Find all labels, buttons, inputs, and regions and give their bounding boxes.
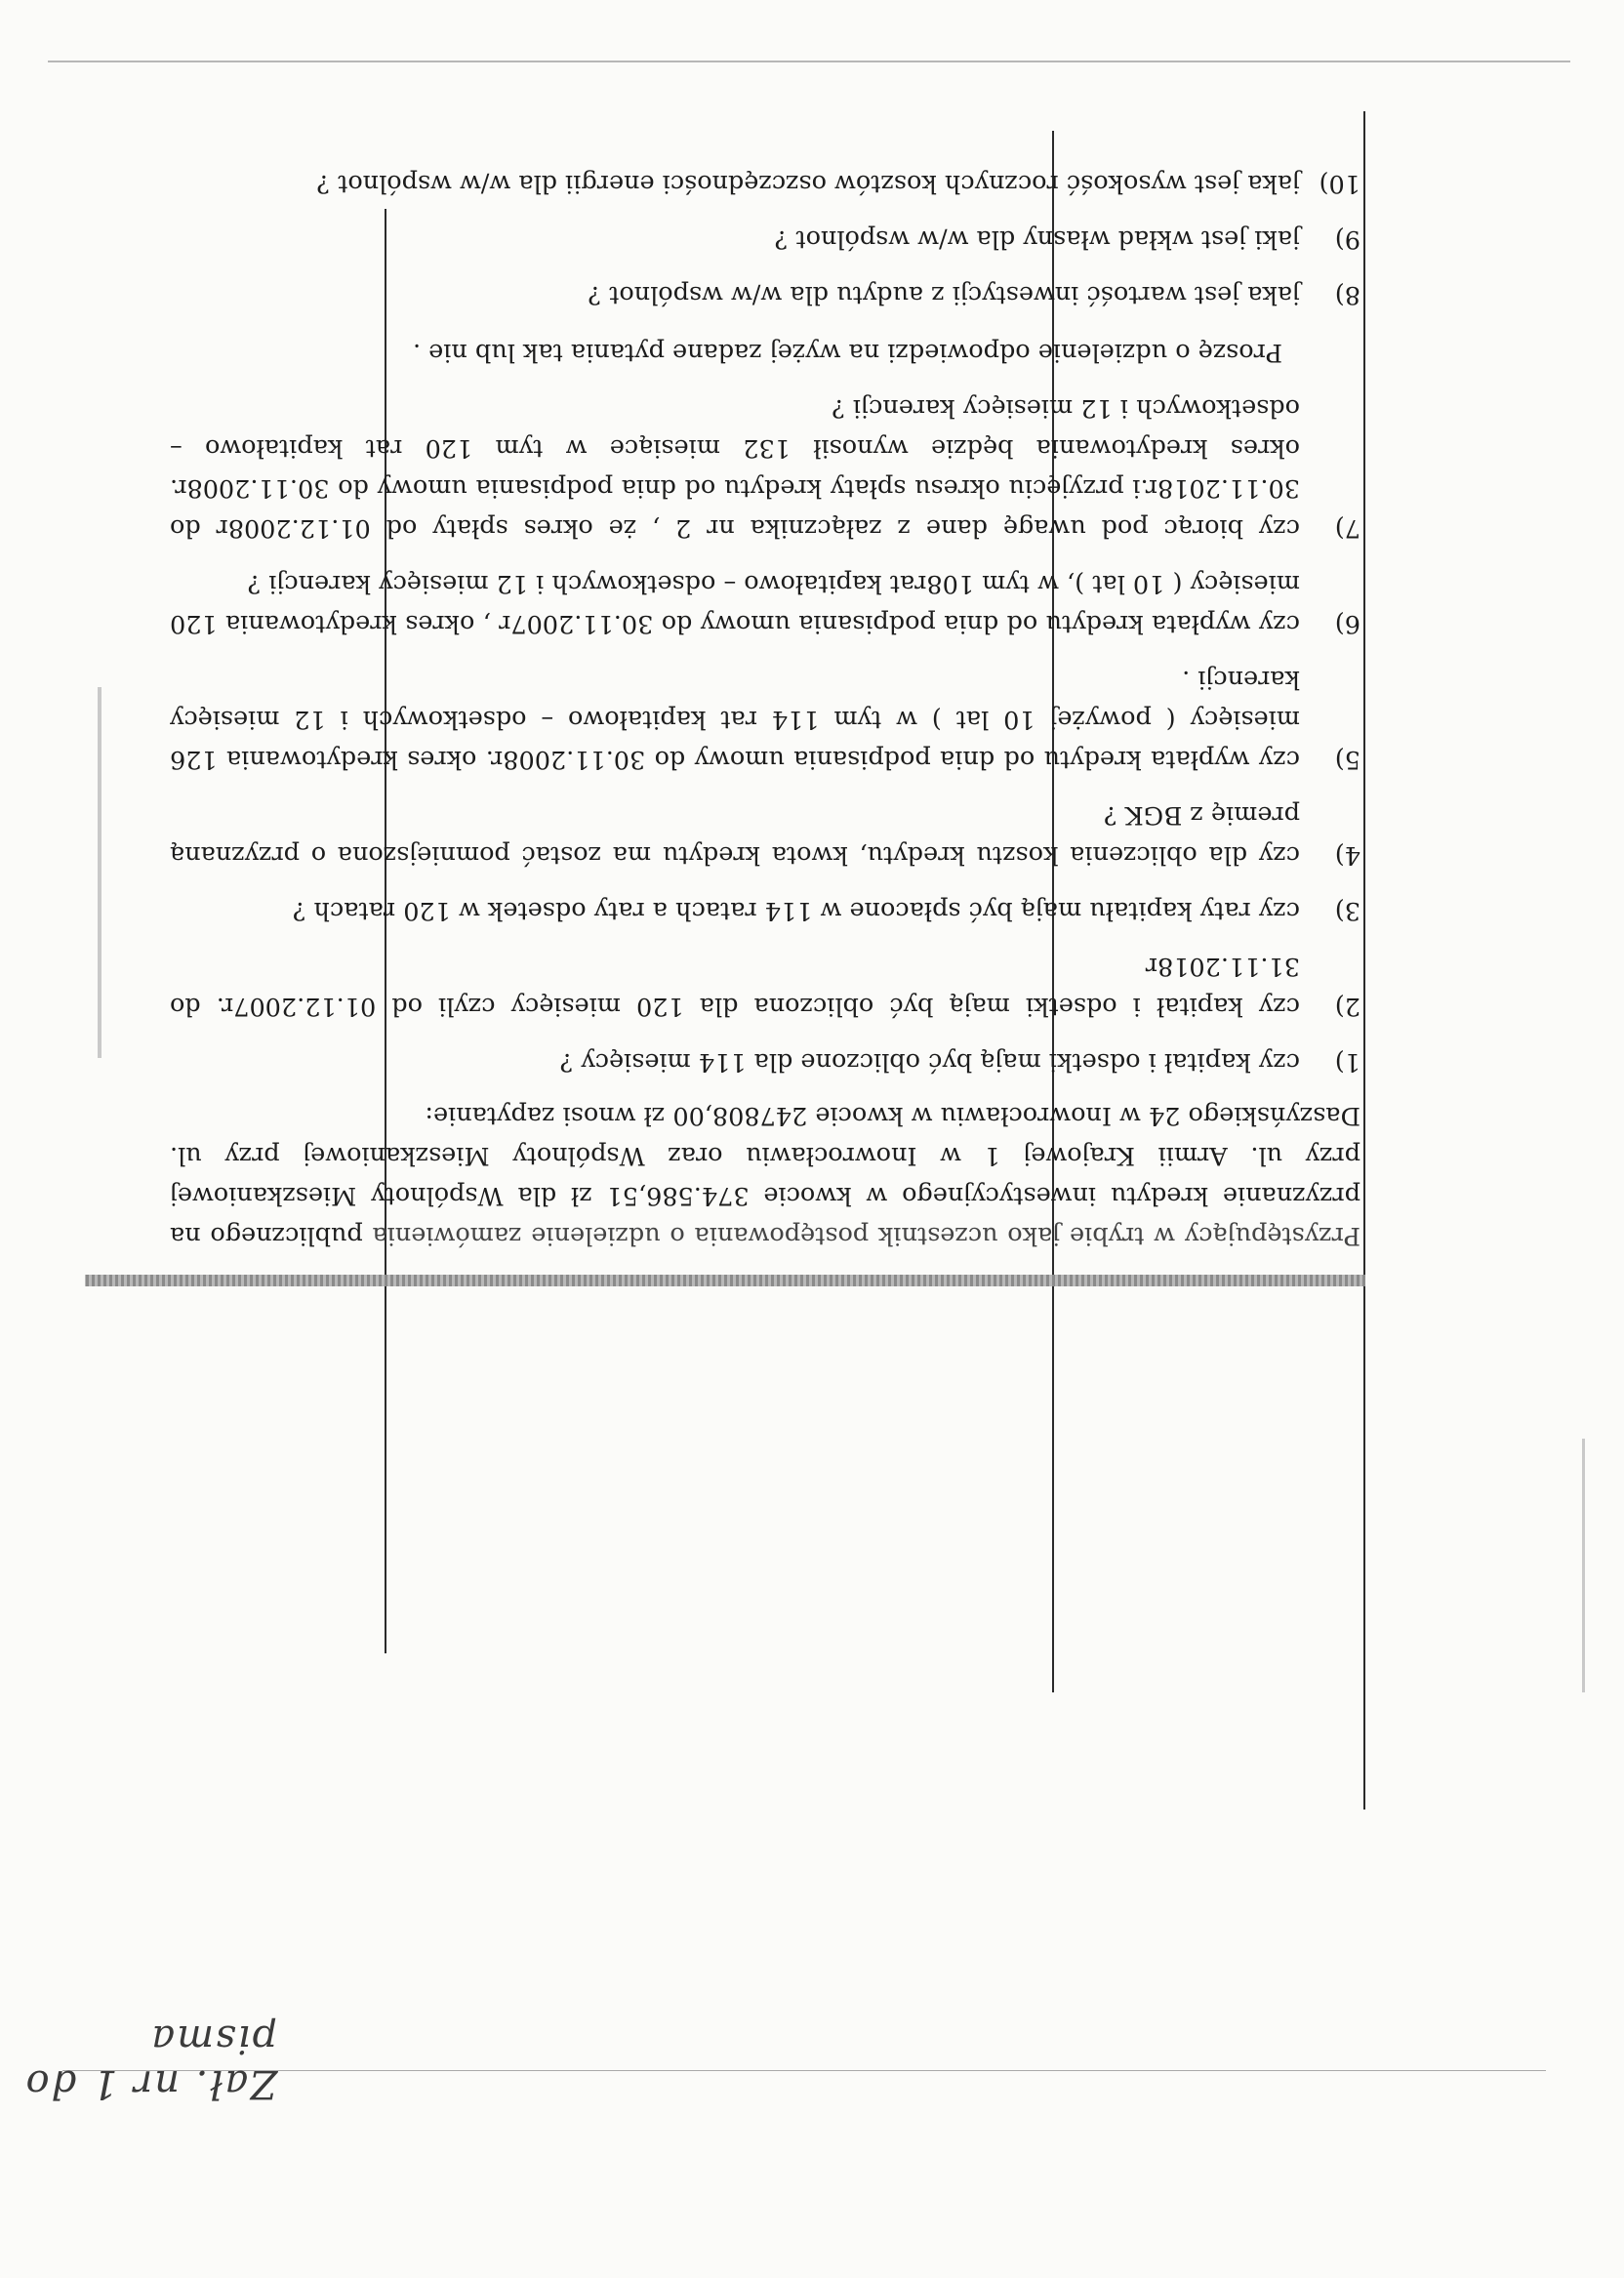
question-text: czy dla obliczenia kosztu kredytu, kwota kredytu ma zostać pomniejszona o przyznaną premię z BGK ? (170, 800, 1300, 870)
letter-body (170, 147, 1360, 1255)
question-text: czy kapitał i odsetki mają być obliczone dla 114 miesięcy ? (559, 1047, 1300, 1077)
handwritten-annotation: Zał. nr 1 do pisma (23, 2016, 277, 2106)
question-number: 1) (1334, 1047, 1360, 1077)
question-number: 3) (1334, 896, 1360, 925)
intro-text: publicznego na przyznanie kredytu inwestycyjnego w kwocie 374.586,51 zł dla Wspólnoty Mieszkaniowej przy ul. Armii Krajowej 1 w Inowrocławiu oraz Wspólnoty Mieszkaniowej przy ul. Daszyńskiego 24 w Inowrocławiu w kwocie 247808,00 zł wnosi zapytanie: (170, 1101, 1360, 1250)
question-number: 4) (1334, 840, 1360, 870)
question-item (170, 1041, 1360, 1081)
question-list (170, 163, 1360, 314)
question-number: 8) (1334, 280, 1360, 309)
question-number: 2) (1334, 992, 1360, 1021)
question-text: jaki jest wkład własny dla w/w wspólnot ? (774, 224, 1300, 254)
question-text: jaka jest wysokość rocznych kosztów oszczędności energii dla w/w wspólnot ? (316, 169, 1300, 198)
question-text: jaka jest wartość inwestycji z audytu dla w/w wspólnot ? (588, 280, 1300, 309)
question-text: czy biorąc pod uwagę dane z załącznika nr 2 , że okres spłaty od 01.12.2008r do 30.11.2018r.i przyjęciu okresu spłaty kredytu od dnia podpisania umowy do 30.11.2008r. okres kredytowania będzie wynosił 132 miesiące w tym 120 rat kapitałowo – odsetkowych i 12 miesięcy karencji ? (170, 393, 1300, 543)
intro-paragraph (170, 1095, 1360, 1255)
scan-edge-shadow (85, 1275, 1365, 1286)
question-item (170, 163, 1360, 203)
scan-fold-line (1363, 111, 1365, 1810)
question-item (170, 946, 1360, 1026)
intro-fragment: Przystępujący w trybie jako uczestnik postępowania o udzielenie zamówienia (372, 1221, 1360, 1250)
question-item (170, 274, 1360, 314)
question-list (170, 387, 1360, 1081)
question-text: czy wypłata kredytu od dnia podpisania umowy do 30.11.2007r , okres kredytowania 120 miesięcy ( 10 lat ), w tym 108rat kapitałowo – odsetkowych i 12 miesięcy karencji ? (170, 569, 1300, 638)
question-item (170, 219, 1360, 259)
question-number: 5) (1334, 745, 1360, 774)
question-item (170, 563, 1360, 643)
scan-speck (1582, 1439, 1585, 1692)
question-text: czy kapitał i odsetki mają być obliczona dla 120 miesięcy czyli od 01.12.2007r. do 31.11.2018r (170, 952, 1300, 1021)
scan-top-rule (48, 61, 1570, 62)
question-item (170, 794, 1360, 875)
question-item (170, 890, 1360, 930)
question-item (170, 387, 1360, 548)
question-text: czy wypłata kredytu od dnia podpisania umowy do 30.11.2008r. okres kredytowania 126 miesięcy ( powyżej 10 lat ) w tym 114 rat kapitałowo – odsetkowych i 12 miesięcy karencji . (170, 665, 1300, 774)
question-item (170, 659, 1360, 779)
question-text: czy raty kapitału mają być spłacone w 114 ratach a raty odsetek w 120 ratach ? (292, 896, 1300, 925)
question-number: 6) (1334, 609, 1360, 638)
scan-bottom-rule (62, 2070, 1546, 2071)
question-number: 7) (1334, 513, 1360, 543)
question-number: 10) (1319, 169, 1360, 198)
request-line: Proszę o udzielenie odpowiedzi na wyżej zadane pytania tak lub nie . (412, 338, 1282, 367)
question-number: 9) (1334, 224, 1360, 254)
scan-speck (98, 687, 102, 1058)
